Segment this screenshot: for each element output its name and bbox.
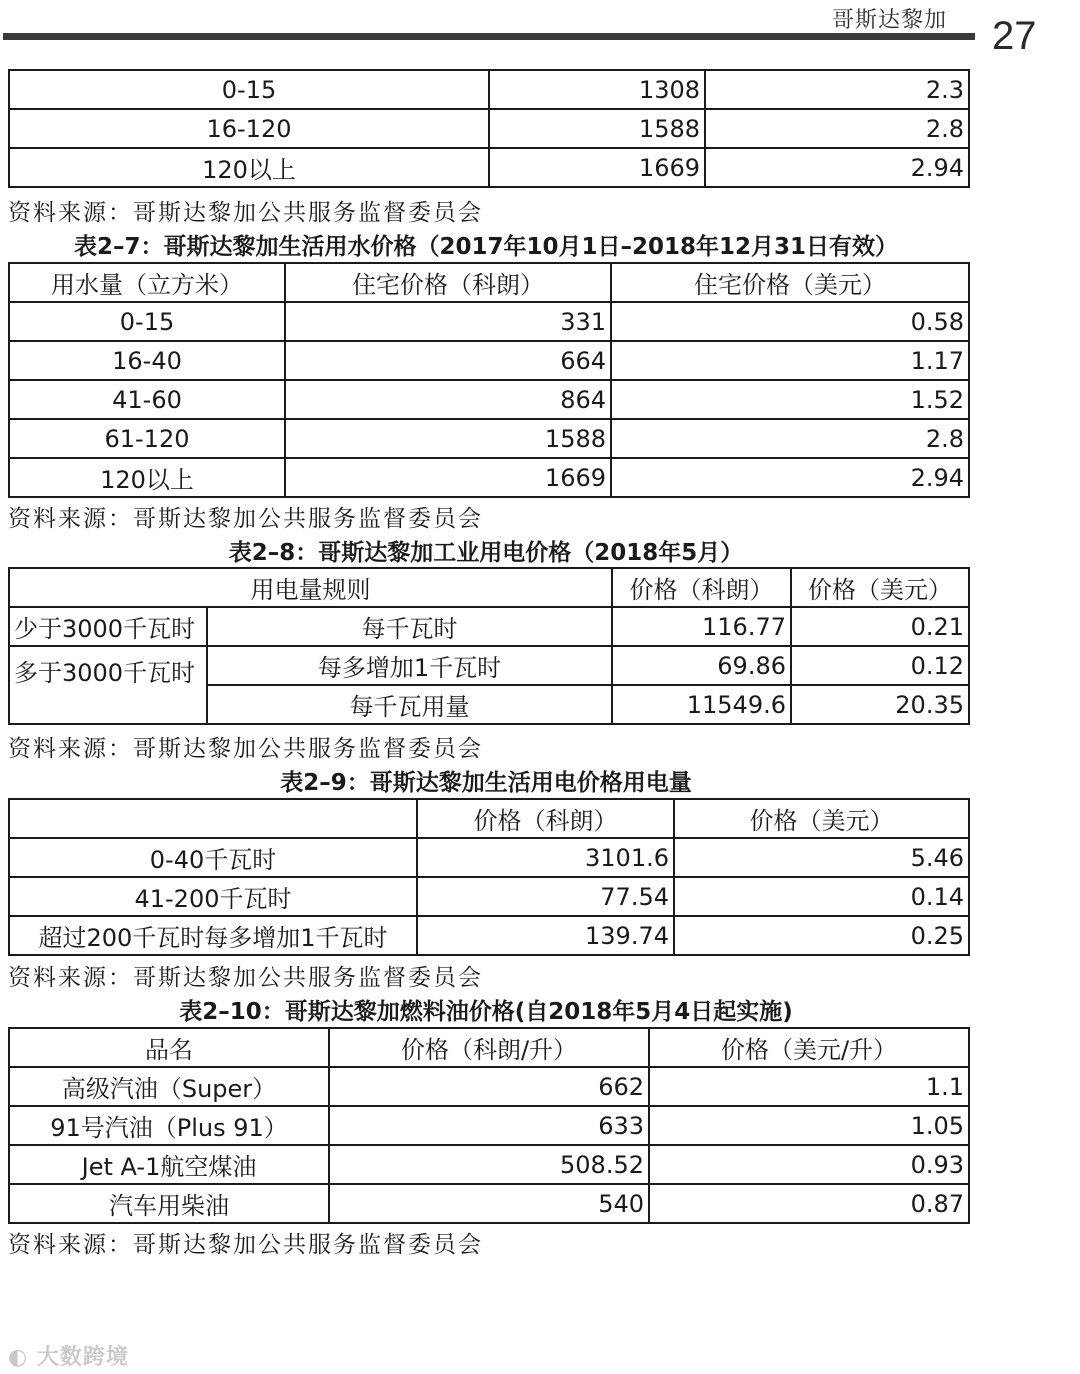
watermark: [8, 1340, 129, 1371]
column-header: 住宅价格（科朗）: [285, 263, 611, 302]
table-cell: 每多增加1千瓦时: [207, 646, 612, 685]
table-2-10-fuel-prices: [8, 1027, 970, 1224]
table-cell: 1588: [285, 419, 611, 458]
table-cell: 1588: [489, 109, 705, 148]
table-cell: 540: [329, 1184, 649, 1223]
table-2-7-water-prices: [8, 262, 970, 498]
table-row: [9, 1184, 969, 1223]
table-2-9-residential-electricity: [8, 798, 970, 956]
table-row: [9, 419, 969, 458]
table-cell: 16-40: [9, 341, 285, 380]
table-cell: 633: [329, 1106, 649, 1145]
table-cell: 120以上: [9, 148, 489, 187]
table-cell: 20.35: [791, 685, 969, 724]
table-caption-2-10: 表2–10：哥斯达黎加燃料油价格(自2018年5月4日起实施): [179, 999, 793, 1025]
table-cell: 0-15: [9, 70, 489, 109]
table-cell: 0.14: [674, 877, 969, 916]
table-cell: 61-120: [9, 419, 285, 458]
table-cell: 0-40千瓦时: [9, 838, 417, 877]
table-cell: 11549.6: [612, 685, 791, 724]
table-cell: 汽车用柴油: [9, 1184, 329, 1223]
table-row: [9, 607, 969, 646]
column-header: 用水量（立方米）: [9, 263, 285, 302]
table-cell: 1.17: [611, 341, 969, 380]
table-cell: 5.46: [674, 838, 969, 877]
table-cell: 41-200千瓦时: [9, 877, 417, 916]
table-cell: Jet A-1航空煤油: [9, 1145, 329, 1184]
table-cell: 1669: [489, 148, 705, 187]
source-note: 资料来源：哥斯达黎加公共服务监督委员会: [8, 506, 483, 532]
table-cell: 77.54: [417, 877, 674, 916]
column-header: [9, 799, 417, 838]
table-cell: 2.94: [705, 148, 969, 187]
table-cell: 2.8: [611, 419, 969, 458]
column-header: 价格（美元/升）: [649, 1028, 969, 1067]
source-note: 资料来源：哥斯达黎加公共服务监督委员会: [8, 1232, 483, 1258]
table-cell: 1669: [285, 458, 611, 497]
table-cell: 0.87: [649, 1184, 969, 1223]
table-row: [9, 380, 969, 419]
table-header-row: [9, 799, 969, 838]
table-cell: 41-60: [9, 380, 285, 419]
table-caption-2-7: 表2–7：哥斯达黎加生活用水价格（2017年10月1日–2018年12月31日有效）: [73, 234, 899, 260]
table-row: [9, 1106, 969, 1145]
table-row: [9, 877, 969, 916]
table-cell: 0.21: [791, 607, 969, 646]
table-cell: 每千瓦用量: [207, 685, 612, 724]
table-cell: 2.3: [705, 70, 969, 109]
table-cell: 3101.6: [417, 838, 674, 877]
table-row: [9, 838, 969, 877]
table-row: [9, 916, 969, 955]
column-header: 用电量规则: [9, 568, 612, 607]
table-row: [9, 148, 969, 187]
column-header: 住宅价格（美元）: [611, 263, 969, 302]
table-header-row: [9, 263, 969, 302]
table-row: [9, 341, 969, 380]
table-cell: 508.52: [329, 1145, 649, 1184]
table-cell: 16-120: [9, 109, 489, 148]
table-cell: 116.77: [612, 607, 791, 646]
table-cell: 1.52: [611, 380, 969, 419]
running-header-title: 哥斯达黎加: [832, 8, 948, 33]
column-header: 价格（美元）: [674, 799, 969, 838]
table-header-row: [9, 568, 969, 607]
page-number: 27: [992, 14, 1037, 58]
table-caption-2-9: 表2–9：哥斯达黎加生活用电价格用电量: [280, 770, 692, 796]
column-header: 价格（科朗/升）: [329, 1028, 649, 1067]
table-cell: 69.86: [612, 646, 791, 685]
column-header: 价格（科朗）: [612, 568, 791, 607]
source-note: 资料来源：哥斯达黎加公共服务监督委员会: [8, 200, 483, 226]
table-row: [9, 1145, 969, 1184]
table-cell: 多于3000千瓦时: [9, 646, 207, 724]
table-cell: 331: [285, 302, 611, 341]
table-cell: 超过200千瓦时每多增加1千瓦时: [9, 916, 417, 955]
column-header: 价格（科朗）: [417, 799, 674, 838]
header-rule: [3, 33, 975, 40]
watermark-logo-icon: ◐: [8, 1345, 29, 1370]
table-cell: 0.12: [791, 646, 969, 685]
table-caption-2-8: 表2–8：哥斯达黎加工业用电价格（2018年5月）: [228, 540, 744, 566]
table-cell: 高级汽油（Super）: [9, 1067, 329, 1106]
table-cell: 664: [285, 341, 611, 380]
table-cell: 139.74: [417, 916, 674, 955]
table-cell: 0-15: [9, 302, 285, 341]
table-cell: 1.05: [649, 1106, 969, 1145]
table-cell: 每千瓦时: [207, 607, 612, 646]
table-row: [9, 1067, 969, 1106]
table-cell: 0.25: [674, 916, 969, 955]
table-2-8-industrial-electricity: [8, 567, 970, 725]
table-cell: 864: [285, 380, 611, 419]
table-cell: 2.8: [705, 109, 969, 148]
table-row: [9, 458, 969, 497]
table-cell: 0.58: [611, 302, 969, 341]
table-row: [9, 70, 969, 109]
table-cell: 0.93: [649, 1145, 969, 1184]
table-header-row: [9, 1028, 969, 1067]
source-note: 资料来源：哥斯达黎加公共服务监督委员会: [8, 965, 483, 991]
table-row: [9, 646, 969, 685]
table-row: [9, 109, 969, 148]
table-cell: 1.1: [649, 1067, 969, 1106]
table-cell: 662: [329, 1067, 649, 1106]
table-cell: 少于3000千瓦时: [9, 607, 207, 646]
watermark-text: 大数跨境: [36, 1345, 129, 1370]
table-cell: 2.94: [611, 458, 969, 497]
table-row: [9, 302, 969, 341]
table-cell: 120以上: [9, 458, 285, 497]
table-cell: 91号汽油（Plus 91）: [9, 1106, 329, 1145]
table-cell: 1308: [489, 70, 705, 109]
column-header: 品名: [9, 1028, 329, 1067]
source-note: 资料来源：哥斯达黎加公共服务监督委员会: [8, 736, 483, 762]
table-continued: [8, 69, 970, 188]
column-header: 价格（美元）: [791, 568, 969, 607]
